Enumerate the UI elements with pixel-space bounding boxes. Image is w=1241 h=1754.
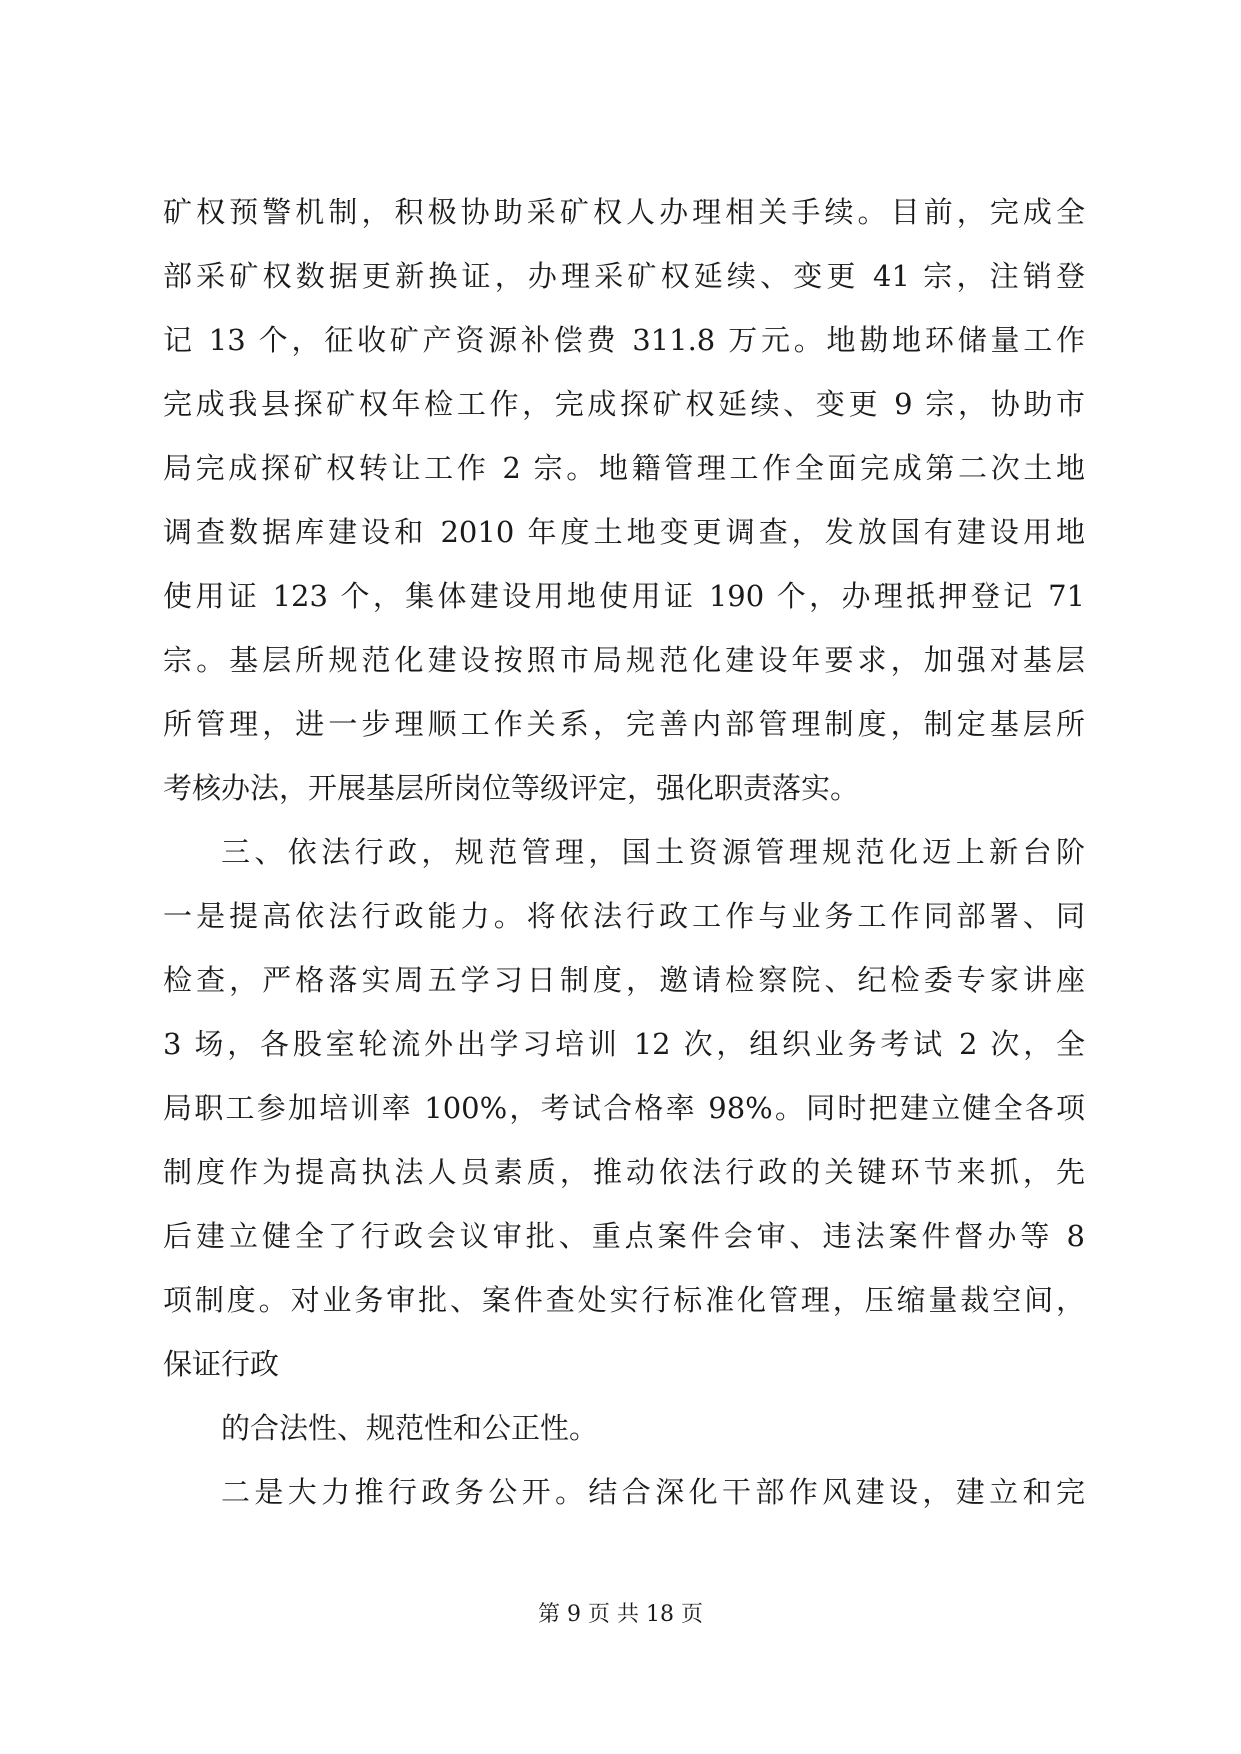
body-text: [163, 180, 1085, 1524]
text-line: 宗。基层所规范化建设按照市局规范化建设年要求，加强对基层: [163, 643, 1085, 677]
text-line: 一是提高依法行政能力。将依法行政工作与业务工作同部署、同: [163, 899, 1085, 933]
text-line: 保证行政: [163, 1347, 280, 1381]
text-line: 项制度。对业务审批、案件查处实行标准化管理，压缩量裁空间，: [163, 1283, 1085, 1317]
text-line: 完成我县探矿权年检工作，完成探矿权延续、变更 9 宗，协助市: [163, 387, 1085, 421]
text-line: 使用证 123 个，集体建设用地使用证 190 个，办理抵押登记 71: [163, 579, 1085, 613]
text-line: 的合法性、规范性和公正性。: [221, 1411, 599, 1445]
text-line: 部采矿权数据更新换证，办理采矿权延续、变更 41 宗，注销登: [163, 259, 1085, 293]
text-line: 矿权预警机制，积极协助采矿权人办理相关手续。目前，完成全: [163, 195, 1085, 229]
text-line: 局职工参加培训率 100%，考试合格率 98%。同时把建立健全各项: [163, 1091, 1085, 1125]
text-line: 调查数据库建设和 2010 年度土地变更调查，发放国有建设用地: [163, 515, 1085, 549]
text-line: 二是大力推行政务公开。结合深化干部作风建设，建立和完: [221, 1475, 1085, 1509]
text-line: 三、依法行政，规范管理，国土资源管理规范化迈上新台阶: [221, 835, 1085, 869]
text-line: 所管理，进一步理顺工作关系，完善内部管理制度，制定基层所: [163, 707, 1085, 741]
text-line: 检查，严格落实周五学习日制度，邀请检察院、纪检委专家讲座: [163, 963, 1085, 997]
page-footer: 第 9 页 共 18 页: [538, 1602, 703, 1627]
text-line: 制度作为提高执法人员素质，推动依法行政的关键环节来抓，先: [163, 1155, 1085, 1189]
text-line: 3 场，各股室轮流外出学习培训 12 次，组织业务考试 2 次，全: [163, 1027, 1085, 1061]
text-line: 考核办法，开展基层所岗位等级评定，强化职责落实。: [163, 771, 860, 805]
text-line: 后建立健全了行政会议审批、重点案件会审、违法案件督办等 8: [163, 1219, 1085, 1253]
text-line: 记 13 个，征收矿产资源补偿费 311.8 万元。地勘地环储量工作: [163, 323, 1085, 357]
text-line: 局完成探矿权转让工作 2 宗。地籍管理工作全面完成第二次土地: [163, 451, 1085, 485]
